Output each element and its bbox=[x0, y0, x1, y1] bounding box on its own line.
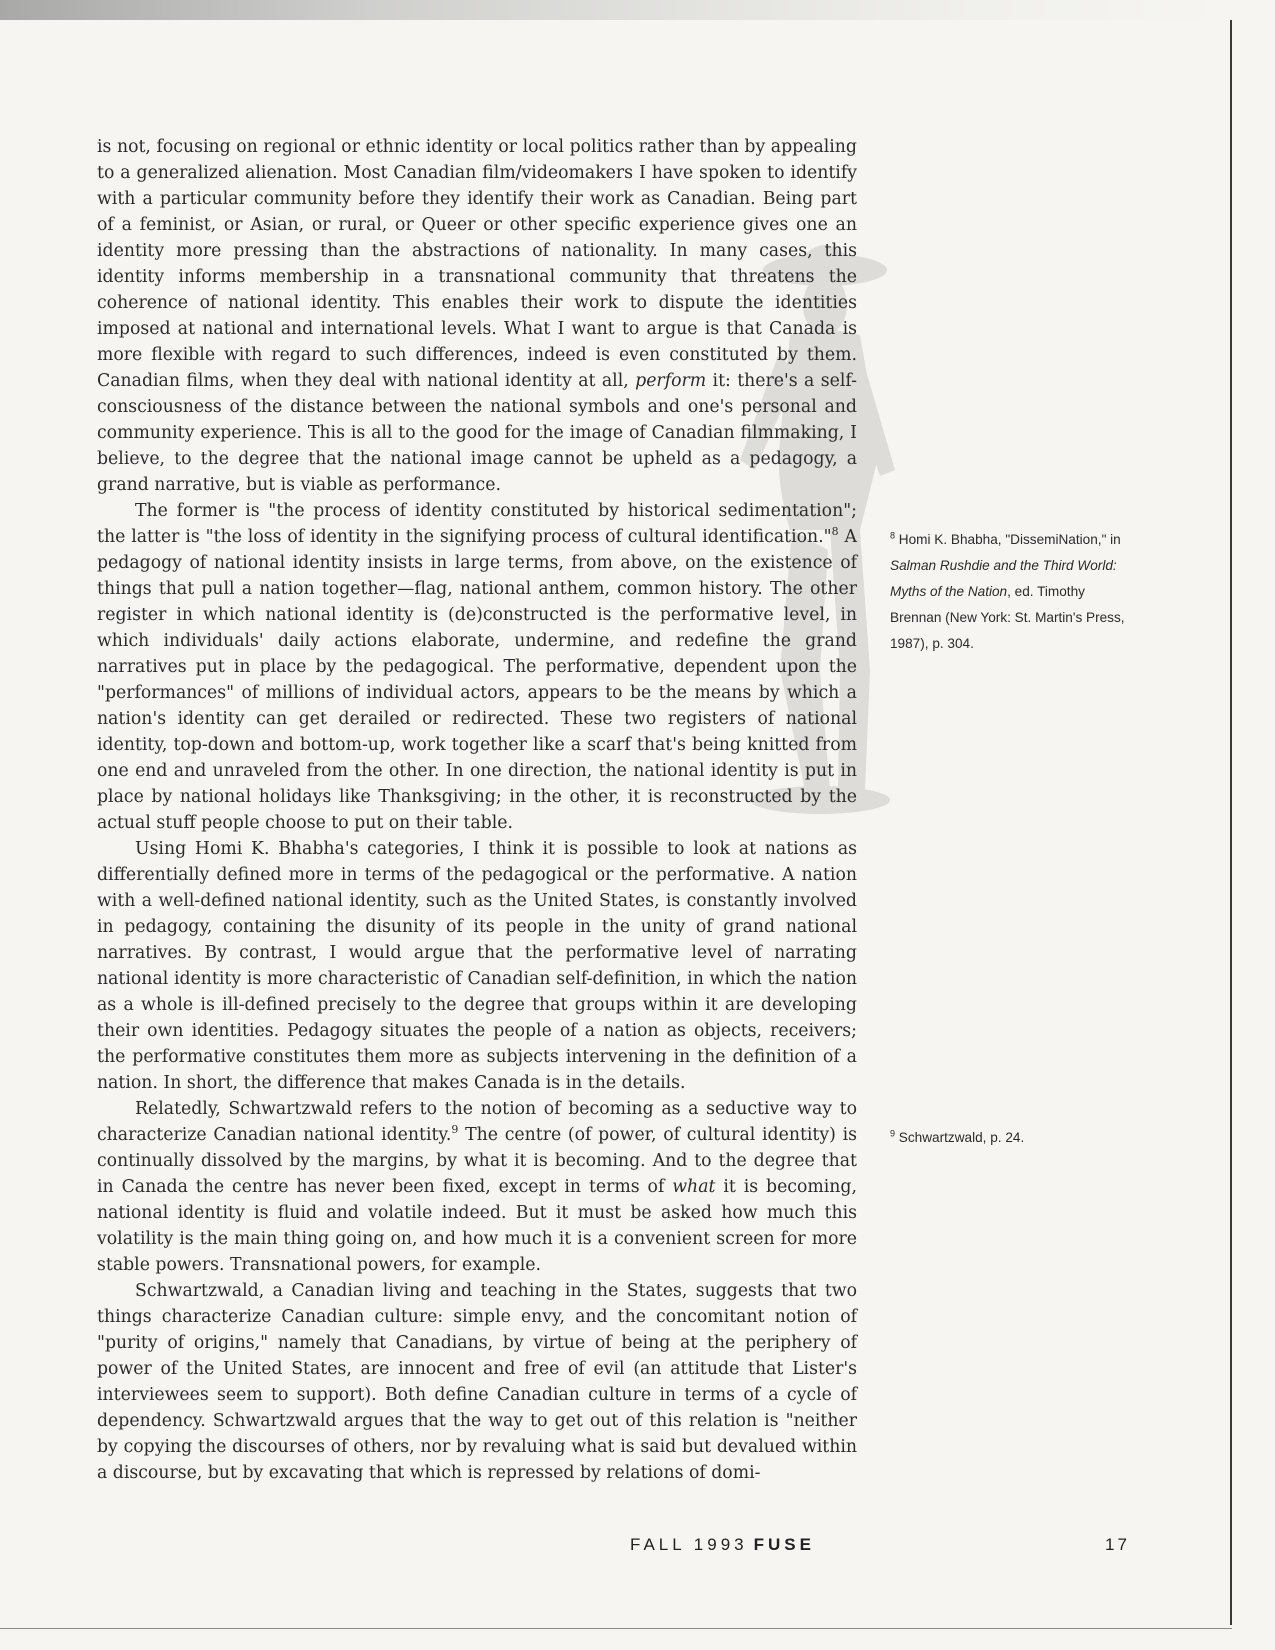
paragraph bbox=[97, 1096, 857, 1278]
footnote-ref: 9 bbox=[451, 1123, 459, 1137]
emphasis: what bbox=[672, 1177, 716, 1197]
paragraph-text: A pedagogy of national identity insists in large terms, from above, on the existence of things that pull a nation together—flag, national anthem, common history. The other register in which national identity is (de)constructed is the performative level, in which individuals' daily actions elaborate, undermine, and redefine the grand narratives put in place by the pedagogical. The performative, dependent upon the "performances" of millions of individual actors, appears to be the means by which a nation's identity can get derailed or redirected. These two registers of national identity, top-down and bottom-up, work together like a scarf that's being knitted from one end and unraveled from the other. In one direction, the national identity is put in place by national holidays like Thanksgiving; in the other, it is reconstructed by the actual stuff people choose to put on their table. bbox=[97, 527, 858, 833]
paragraph-text: The centre (of power, of cultural identity) is continually dissolved by the margins, by what it is becoming. And to the degree that in Canada the centre has never been fixed, except in terms of bbox=[97, 1125, 857, 1197]
right-margin-rule bbox=[1230, 20, 1232, 1625]
sidenote-number: 8 bbox=[890, 530, 896, 541]
paragraph-text: it: there's a self-consciousness of the distance between the national symbols and one's personal and community experience. This is all to the good for the image of Canadian filmmaking, I believe, to the degree that the national image cannot be upheld as a pedagogy, a grand narrative, but is viable as performance. bbox=[97, 371, 857, 495]
paragraph-text: it is becoming, national identity is fluid and volatile indeed. But it must be asked how much this volatility is the main thing going on, and how much it is a convenient screen for more stable powers. Transnational powers, for example. bbox=[97, 1177, 857, 1275]
paragraph bbox=[97, 1278, 857, 1486]
emphasis: perform bbox=[635, 371, 707, 391]
footnote-ref: 8 bbox=[831, 525, 839, 539]
sidenote-title: Salman Rushdie and the Third World: Myths of the Nation bbox=[890, 558, 1117, 599]
running-footer bbox=[630, 1535, 815, 1555]
sidenote-text: Homi K. Bhabha, "DissemiNation," in bbox=[895, 532, 1121, 547]
issue-date: FALL 1993 bbox=[630, 1535, 748, 1554]
page-number: 17 bbox=[1105, 1535, 1130, 1554]
sidenote-text: , ed. Timothy Brennan (New York: St. Martin's Press, 1987), p. 304. bbox=[890, 584, 1125, 651]
paragraph-text: Schwartzwald, a Canadian living and teaching in the States, suggests that two things characterize Canadian culture: simple envy, and the concomitant notion of "purity of origins," namely that Canadians, by virtue of being at the periphery of power of the United States, are innocent and free of evil (an attitude that Lister's interviewees seem to support). Both define Canadian culture in terms of a cycle of dependency. Schwartzwald argues that the way to get out of this relation is "neither by copying the discourses of others, nor by revaluing what is said but devalued within a discourse, but by excavating that which is repressed by relations of domi- bbox=[97, 1281, 857, 1483]
article-body bbox=[97, 134, 857, 1486]
sidenote-8 bbox=[890, 527, 1140, 657]
paragraph-text: is not, focusing on regional or ethnic identity or local politics rather than by appealing to a generalized alienation. Most Canadian film/videomakers I have spoken to identify with a particular community before they identify their work as Canadian. Being part of a feminist, or Asian, or rural, or Queer or other specific experience gives one an identity more pressing than the abstractions of nationality. In many cases, this identity informs membership in a transnational community that threatens the coherence of national identity. This enables their work to dispute the identities imposed at national and international levels. What I want to argue is that Canada is more flexible with regard to such differences, indeed is even constituted by them. Canadian films, when they deal with national identity at all, bbox=[97, 137, 857, 391]
scan-edge-shadow bbox=[0, 0, 1220, 20]
paragraph bbox=[97, 836, 857, 1096]
bottom-edge-rule bbox=[0, 1628, 1232, 1629]
sidenote-number: 9 bbox=[890, 1128, 896, 1139]
paragraph-text: Relatedly, Schwartzwald refers to the notion of becoming as a seductive way to characterize Canadian national identity. bbox=[97, 1099, 857, 1145]
paragraph bbox=[97, 134, 857, 498]
paragraph-text: Using Homi K. Bhabha's categories, I think it is possible to look at nations as differentially defined more in terms of the pedagogical or the performative. A nation with a well-defined national identity, such as the United States, is constantly involved in pedagogy, containing the disunity of its people in the unity of grand national narratives. By contrast, I would argue that the performative level of narrating national identity is more characteristic of Canadian self-definition, in which the nation as a whole is ill-defined precisely to the degree that groups within it are developing their own identities. Pedagogy situates the people of a nation as objects, receivers; the performative constitutes them more as subjects intervening in the definition of a nation. In short, the difference that makes Canada is in the details. bbox=[97, 839, 857, 1093]
sidenote-9 bbox=[890, 1125, 1140, 1151]
paragraph bbox=[97, 498, 857, 836]
paragraph-text: The former is "the process of identity constituted by historical sedimentation"; the latter is "the loss of identity in the signifying process of cultural identification." bbox=[97, 501, 857, 547]
magazine-name: FUSE bbox=[753, 1535, 815, 1554]
sidenote-text: Schwartzwald, p. 24. bbox=[895, 1130, 1025, 1145]
